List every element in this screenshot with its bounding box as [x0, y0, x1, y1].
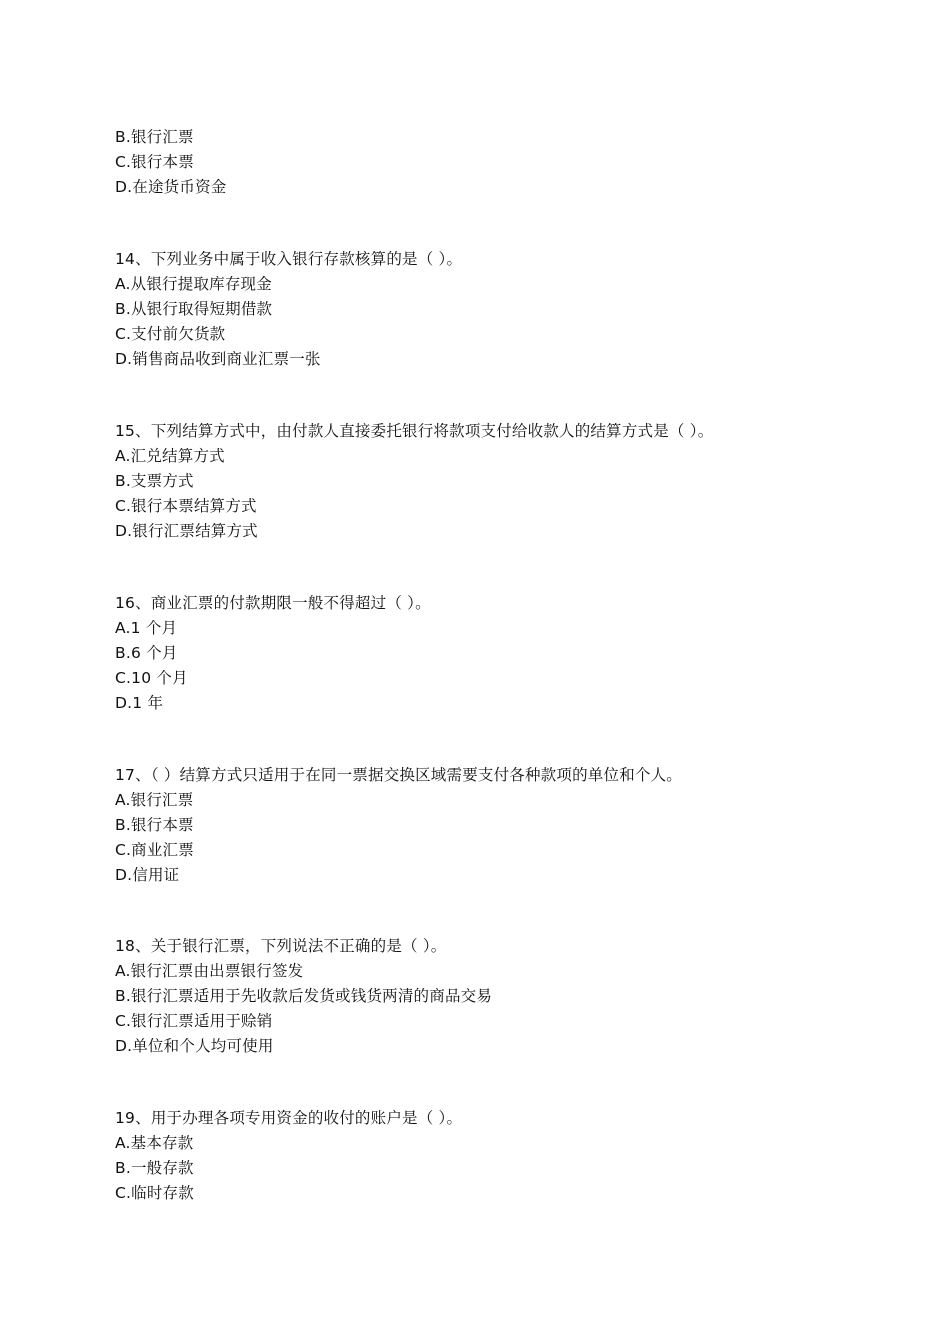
- question-19: 19、用于办理各项专用资金的收付的账户是（ ）。: [115, 1109, 463, 1127]
- question-15: 15、下列结算方式中，由付款人直接委托银行将款项支付给收款人的结算方式是（ ）。: [115, 422, 714, 440]
- question-17: 17、（ ）结算方式只适用于在同一票据交换区域需要支付各种款项的单位和个人。: [115, 766, 683, 784]
- option-d-q13: D.在途货币资金: [115, 178, 227, 196]
- option-c-q18: C.银行汇票适用于赊销: [115, 1012, 273, 1030]
- option-b-q13: B.银行汇票: [115, 128, 194, 146]
- option-a-q19: A.基本存款: [115, 1134, 194, 1152]
- option-b-q18: B.银行汇票适用于先收款后发货或钱货两清的商品交易: [115, 987, 493, 1005]
- option-b-q16: B.6 个月: [115, 644, 178, 662]
- question-14: 14、下列业务中属于收入银行存款核算的是（ ）。: [115, 250, 463, 268]
- option-c-q15: C.银行本票结算方式: [115, 497, 257, 515]
- option-d-q17: D.信用证: [115, 866, 180, 884]
- option-d-q18: D.单位和个人均可使用: [115, 1037, 274, 1055]
- option-c-q14: C.支付前欠货款: [115, 325, 226, 343]
- option-b-q19: B.一般存款: [115, 1159, 194, 1177]
- option-c-q16: C.10 个月: [115, 669, 188, 687]
- option-b-q14: B.从银行取得短期借款: [115, 300, 273, 318]
- question-16: 16、商业汇票的付款期限一般不得超过（ ）。: [115, 594, 431, 612]
- option-d-q14: D.销售商品收到商业汇票一张: [115, 350, 321, 368]
- option-a-q14: A.从银行提取库存现金: [115, 275, 272, 293]
- option-c-q17: C.商业汇票: [115, 841, 194, 859]
- option-c-q19: C.临时存款: [115, 1184, 194, 1202]
- option-a-q18: A.银行汇票由出票银行签发: [115, 962, 304, 980]
- option-b-q15: B.支票方式: [115, 472, 194, 490]
- option-c-q13: C.银行本票: [115, 153, 194, 171]
- question-18: 18、关于银行汇票，下列说法不正确的是（ ）。: [115, 937, 447, 955]
- option-a-q16: A.1 个月: [115, 619, 178, 637]
- option-b-q17: B.银行本票: [115, 816, 194, 834]
- option-d-q15: D.银行汇票结算方式: [115, 522, 258, 540]
- option-d-q16: D.1 年: [115, 694, 164, 712]
- option-a-q15: A.汇兑结算方式: [115, 447, 225, 465]
- option-a-q17: A.银行汇票: [115, 791, 194, 809]
